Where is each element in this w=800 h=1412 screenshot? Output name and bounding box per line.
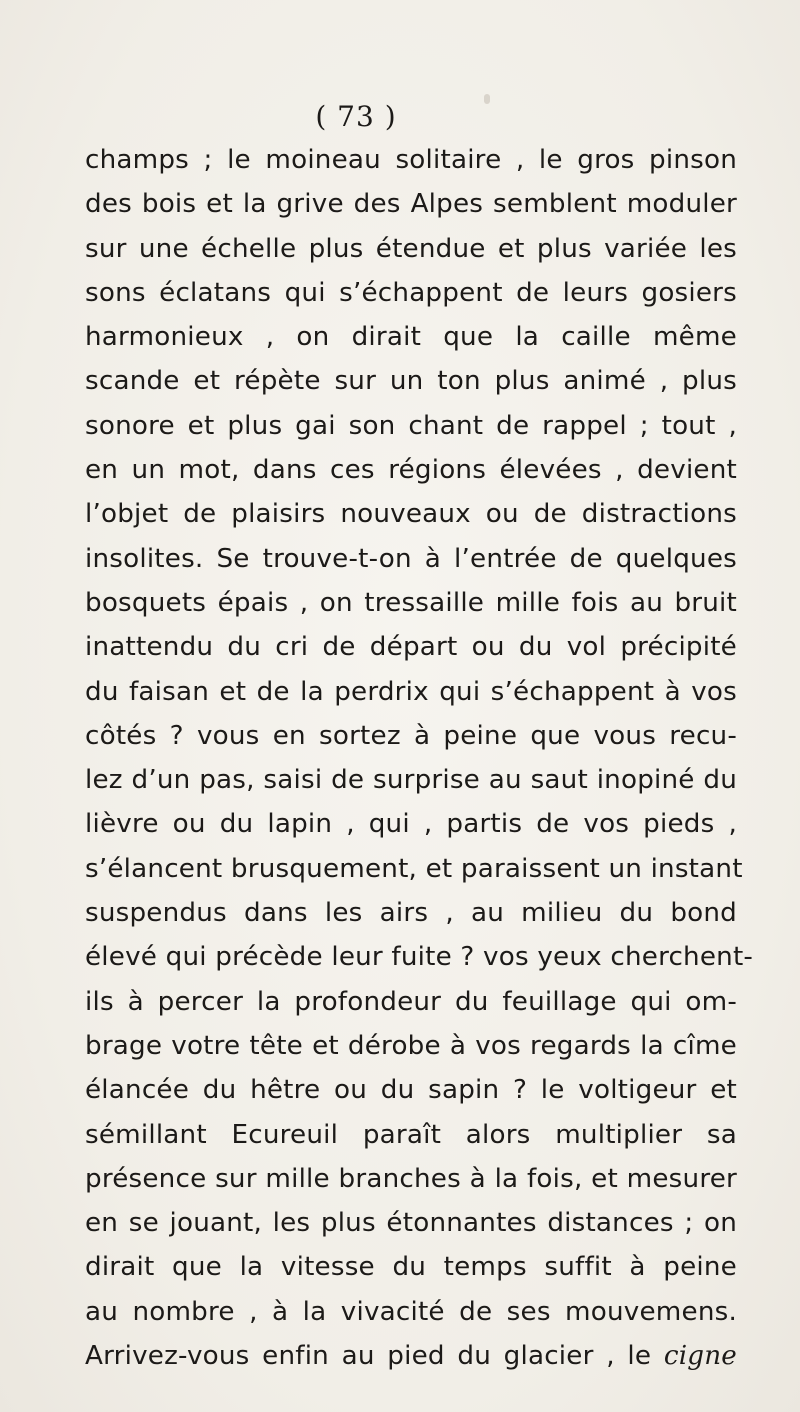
text-line: en se jouant, les plus étonnantes distances ; on xyxy=(85,1208,737,1239)
body-text xyxy=(85,138,754,1378)
text-line: ils à percer la profondeur du feuillage qui om- xyxy=(85,986,737,1017)
page-number: ( 73 ) xyxy=(315,100,397,133)
text-line: lez d’un pas, saisi de surprise au saut inopiné du xyxy=(85,765,737,796)
text-line: insolites. Se trouve-t-on à l’entrée de quelques xyxy=(85,543,737,574)
last-line-text: Arrivez-vous enfin au pied du glacier , le xyxy=(85,1341,652,1372)
text-line: du faisan et de la perdrix qui s’échappent à vos xyxy=(85,676,737,707)
text-line: lièvre ou du lapin , qui , partis de vos pieds , xyxy=(85,809,737,840)
text-line: scande et répète sur un ton plus animé , plus xyxy=(85,366,737,397)
text-line: sur une échelle plus étendue et plus variée les xyxy=(85,233,737,264)
text-line: champs ; le moineau solitaire , le gros pinson xyxy=(85,145,737,175)
text-line: en un mot, dans ces régions élevées , devient xyxy=(85,455,737,486)
text-line-last xyxy=(85,1334,737,1378)
text-line: brage votre tête et dérobe à vos regards la cîme xyxy=(85,1030,737,1061)
text-line: côtés ? vous en sortez à peine que vous recu- xyxy=(85,720,737,751)
text-line: sémillant Ecureuil paraît alors multiplier sa xyxy=(85,1119,737,1150)
text-line: l’objet de plaisirs nouveaux ou de distractions xyxy=(85,499,737,530)
text-line: élancée du hêtre ou du sapin ? le voltigeur et xyxy=(85,1075,737,1106)
italic-word: cigne xyxy=(663,1341,737,1372)
text-line: au nombre , à la vivacité de ses mouvemens. xyxy=(85,1296,737,1327)
text-line: s’élancent brusquement, et paraissent un instant xyxy=(85,853,743,884)
text-line: élevé qui précède leur fuite ? vos yeux cherchent- xyxy=(85,942,754,973)
text-line: présence sur mille branches à la fois, et mesurer xyxy=(85,1163,737,1194)
text-line: sons éclatans qui s’échappent de leurs gosiers xyxy=(85,277,737,308)
text-line: inattendu du cri de départ ou du vol précipité xyxy=(85,632,737,663)
text-line: sonore et plus gai son chant de rappel ; tout , xyxy=(85,410,737,441)
text-line: harmonieux , on dirait que la caille même xyxy=(85,322,737,353)
text-line: dirait que la vitesse du temps suffit à peine xyxy=(85,1252,737,1283)
text-line: des bois et la grive des Alpes semblent moduler xyxy=(85,189,737,220)
text-line: bosquets épais , on tressaille mille fois au bruit xyxy=(85,587,737,618)
text-line: suspendus dans les airs , au milieu du bond xyxy=(85,898,737,929)
